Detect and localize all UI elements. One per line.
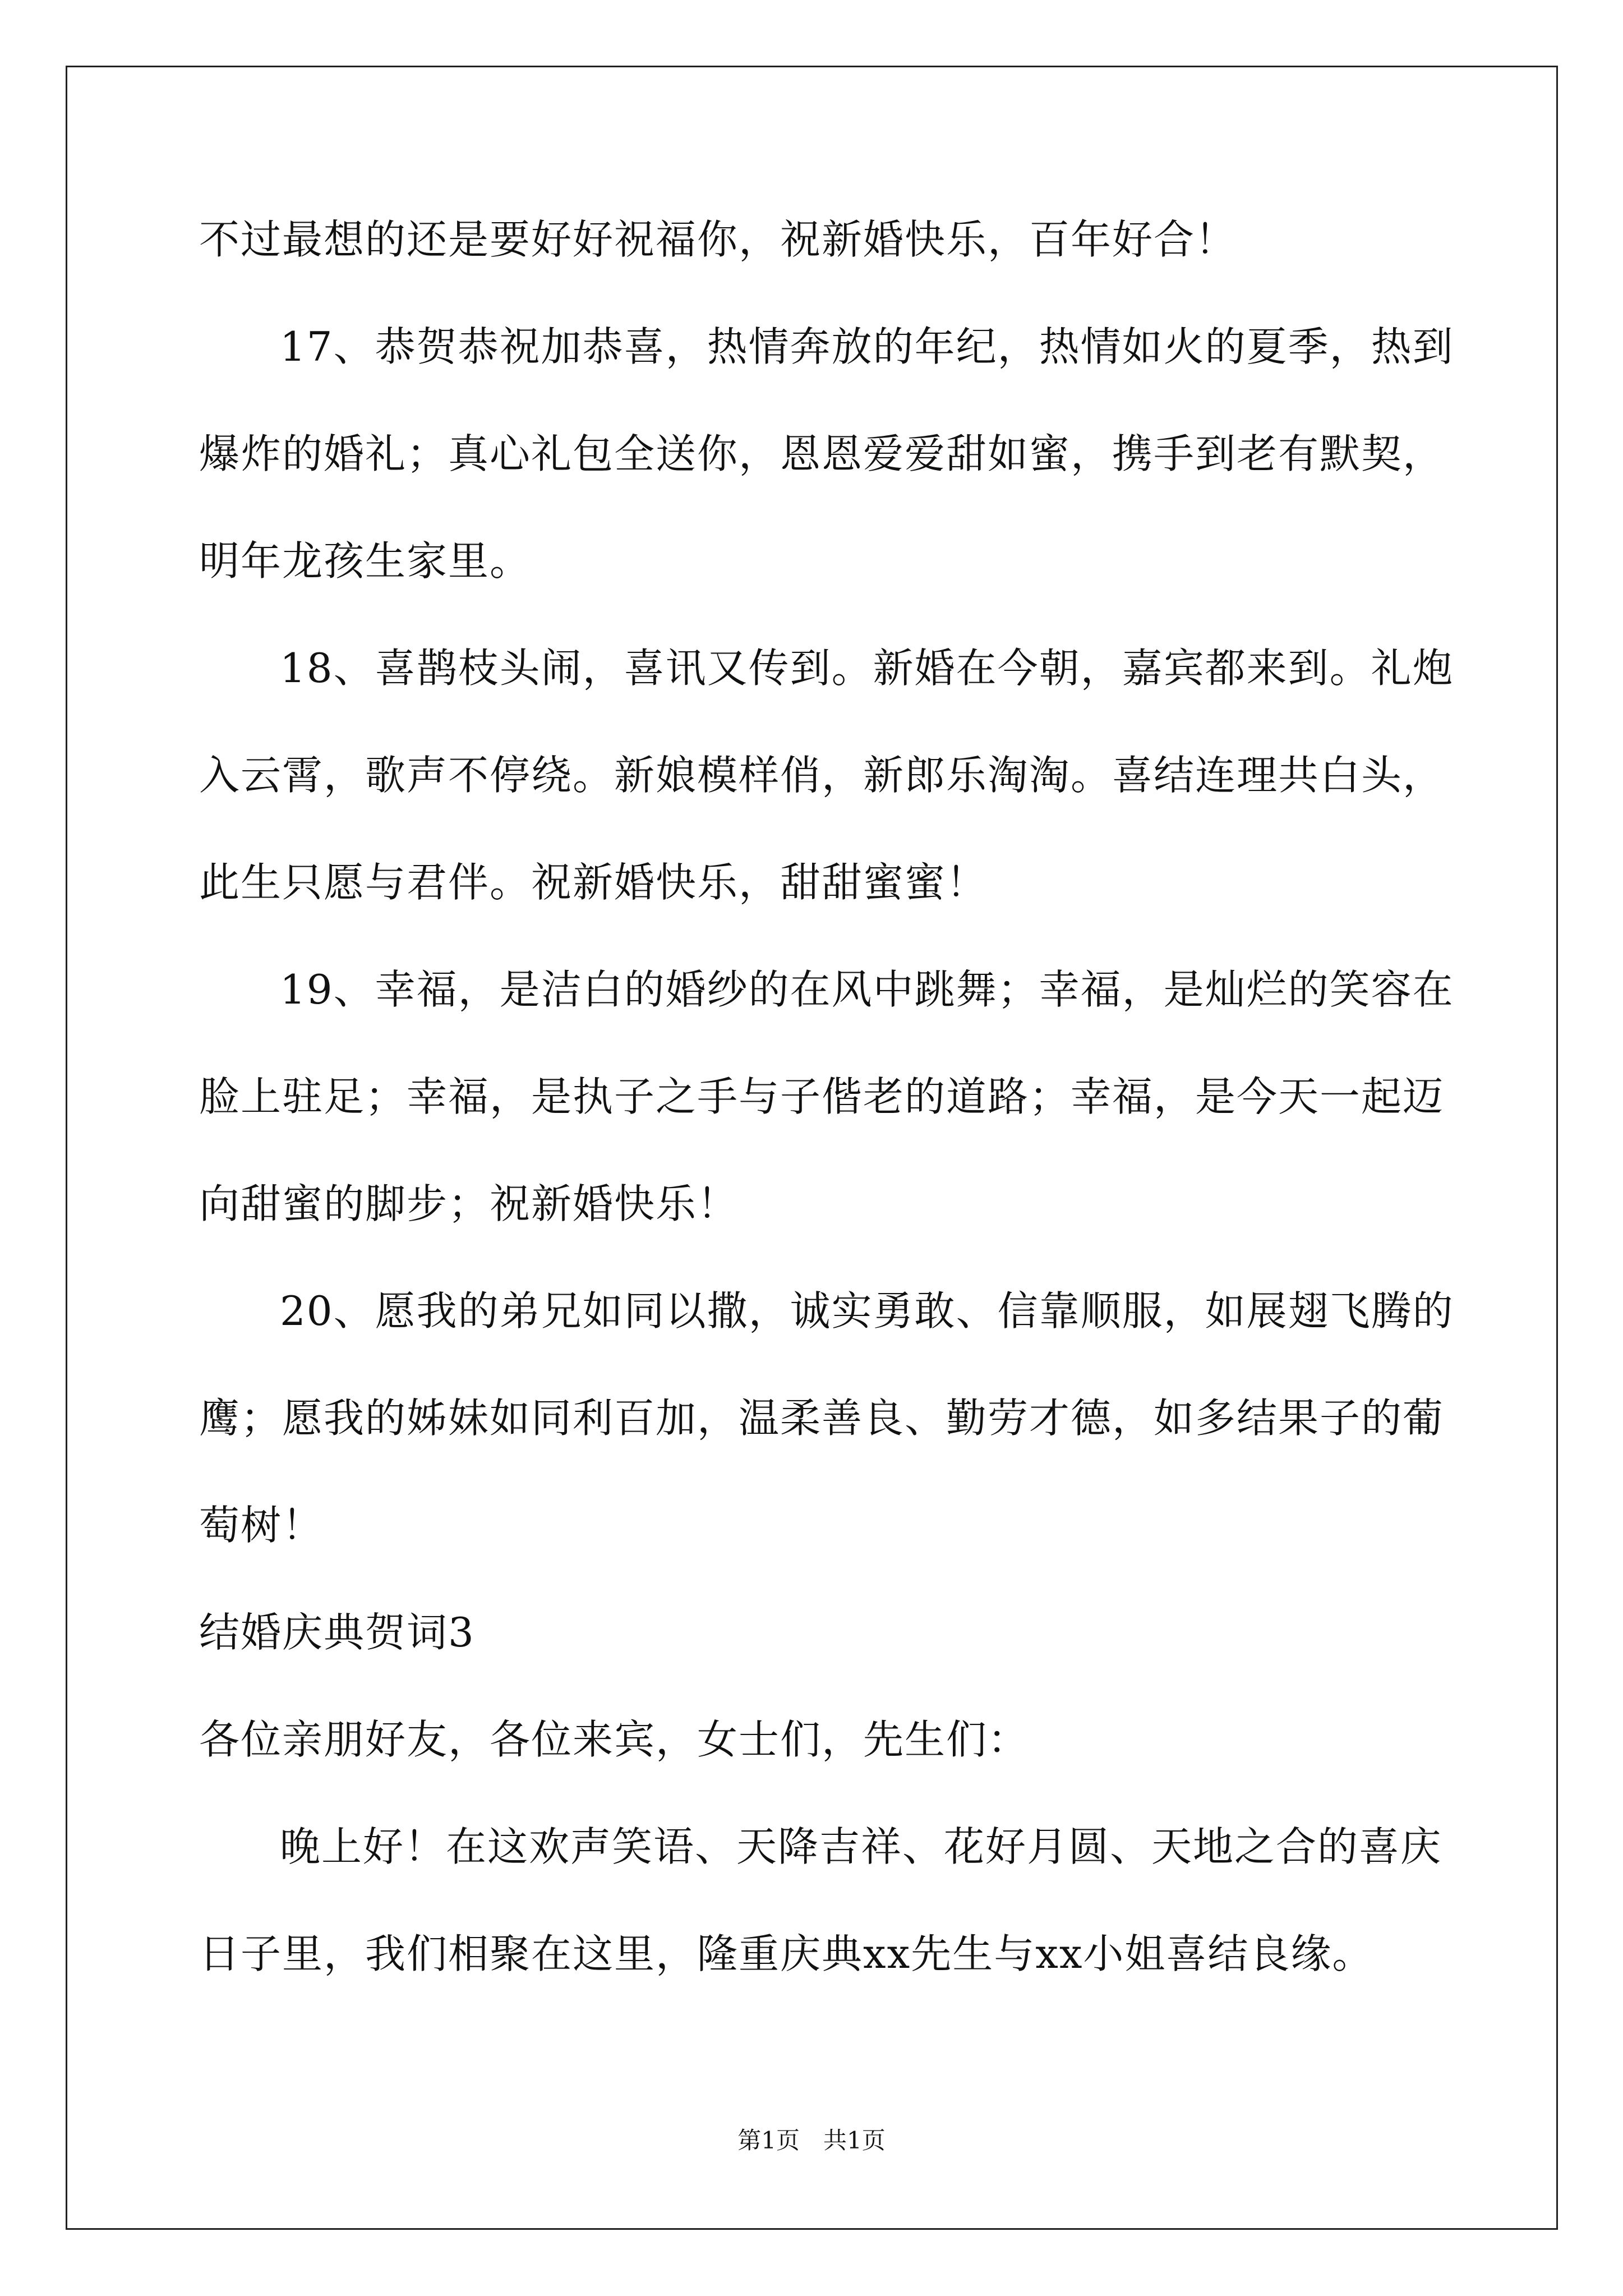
- paragraph-17-line-3: 明年龙孩生家里。: [199, 537, 532, 585]
- salutation-line: 各位亲朋好友，各位来宾，女士们，先生们：: [199, 1716, 1030, 1763]
- page-number-footer: 第1页 共1页: [737, 2127, 886, 2154]
- paragraph-20-line-2: 鹰；愿我的姊妹如同利百加，温柔善良、勤劳才德，如多结果子的葡: [199, 1395, 1445, 1442]
- paragraph-19-line-3: 向甜蜜的脚步；祝新婚快乐！: [199, 1180, 739, 1227]
- speech-line-2: 日子里，我们相聚在这里，隆重庆典xx先生与xx小姐喜结良缘。: [199, 1930, 1374, 1977]
- paragraph-19-line-1: 19、幸福，是洁白的婚纱的在风中跳舞；幸福，是灿烂的笑容在: [280, 966, 1454, 1013]
- text-line: 不过最想的还是要好好祝福你，祝新婚快乐，百年好合！: [199, 216, 1237, 263]
- paragraph-20-line-1: 20、愿我的弟兄如同以撒，诚实勇敢、信靠顺服，如展翅飞腾的: [280, 1287, 1454, 1335]
- paragraph-18-line-1: 18、喜鹊枝头闹，喜讯又传到。新婚在今朝，嘉宾都来到。礼炮: [280, 645, 1454, 692]
- paragraph-20-line-3: 萄树！: [199, 1502, 324, 1549]
- section-heading: 结婚庆典贺词3: [199, 1609, 475, 1656]
- paragraph-17-line-1: 17、恭贺恭祝加恭喜，热情奔放的年纪，热情如火的夏季，热到: [280, 323, 1454, 370]
- paragraph-18-line-3: 此生只愿与君伴。祝新婚快乐，甜甜蜜蜜！: [199, 859, 988, 906]
- paragraph-19-line-2: 脸上驻足；幸福，是执子之手与子偕老的道路；幸福，是今天一起迈: [199, 1073, 1445, 1120]
- speech-line-1: 晚上好！在这欢声笑语、天降吉祥、花好月圆、天地之合的喜庆: [280, 1823, 1442, 1870]
- page-border: [66, 66, 1558, 2230]
- paragraph-18-line-2: 入云霄，歌声不停绕。新娘模样俏，新郎乐淘淘。喜结连理共白头，: [199, 752, 1445, 799]
- paragraph-17-line-2: 爆炸的婚礼；真心礼包全送你，恩恩爱爱甜如蜜，携手到老有默契，: [199, 430, 1445, 477]
